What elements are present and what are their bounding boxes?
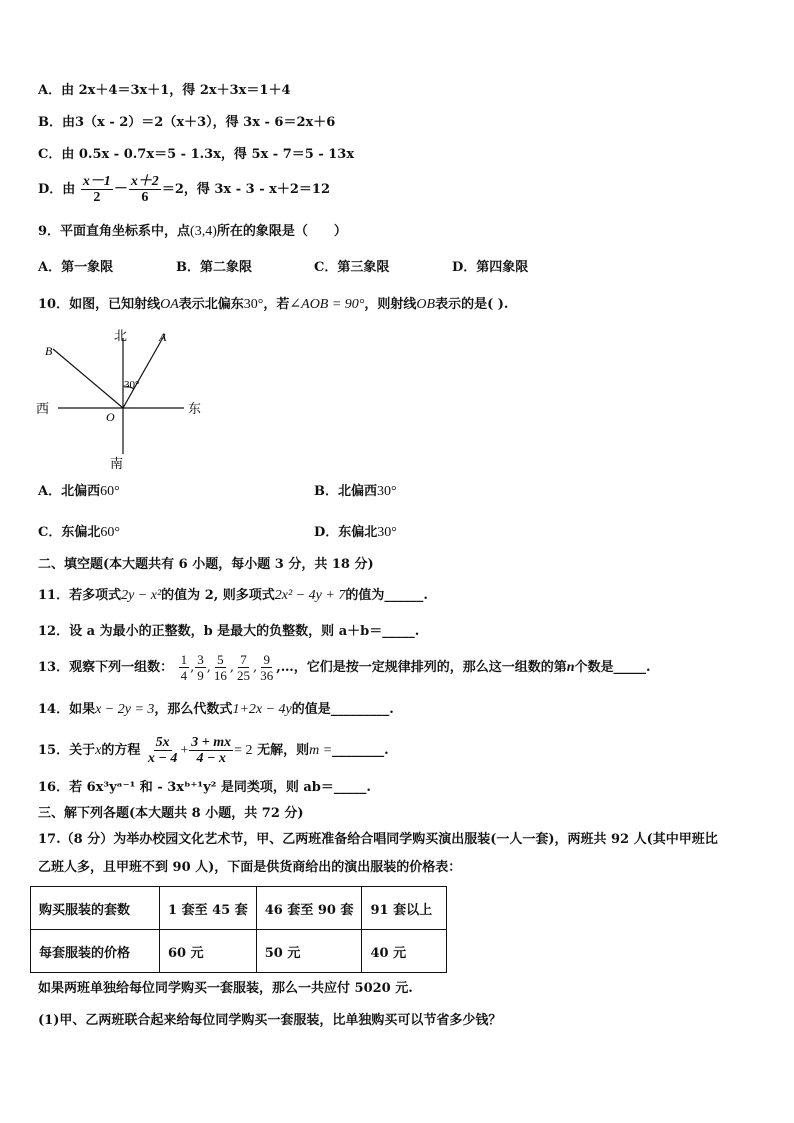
q10-option-d: D．东偏北30° <box>314 525 397 540</box>
fraction: $\frac{x+2}{6}$ <box>130 174 159 205</box>
table-row <box>31 930 447 973</box>
table-cell: 1 套至 45 套 <box>160 887 257 930</box>
q9-option-a: A．第一象限 <box>38 260 114 275</box>
fraction: $\frac{1}{4}$ <box>180 652 188 683</box>
q13: 13．观察下列一组数： $\frac{1}{4}$ , $\frac{3}{9}$ , $\frac{5}{16}$ , $\frac{7}{25}$ , $\frac{9}{36}$ ,…，它们是按一定规律排列的，那么这一组数的第n个数是_____. <box>38 652 651 683</box>
label-west: 西 <box>36 402 50 417</box>
q9-stem: 9．平面直角坐标系中，点(3,4)所在的象限是（ ） <box>38 224 347 239</box>
q8-option-a: A．由 2x＋4＝3x＋1，得 2x＋3x＝1＋4 <box>38 83 291 98</box>
q14: 14．如果x − 2y = 3，那么代数式1+2x − 4y的值是_________. <box>38 702 394 717</box>
fraction: $\frac{7}{25}$ <box>237 652 251 683</box>
q8-option-d: D．由 $\frac{x-1}{2}$ － $\frac{x+2}{6}$ ＝2，得 3x - 3 - x＋2＝12 <box>38 174 331 205</box>
label-south: 南 <box>110 457 124 472</box>
fraction: $\frac{9}{36}$ <box>260 652 274 683</box>
q9-option-b: B．第二象限 <box>176 260 252 275</box>
label-a: A <box>159 330 167 344</box>
q8-option-b: B．由3（x - 2）＝2（x＋3），得 3x - 6＝2x＋6 <box>38 115 336 130</box>
q13-fraction-list: $\frac{1}{4}$ , $\frac{3}{9}$ , $\frac{5}{16}$ , $\frac{7}{25}$ , $\frac{9}{36}$ <box>180 652 274 683</box>
fraction: $\frac{5x}{x - 4}$ <box>147 735 178 766</box>
section-3-heading: 三、解下列各题(本大题共 8 小题，共 72 分) <box>38 806 304 821</box>
table-cell: 46 套至 90 套 <box>256 887 362 930</box>
table-cell: 91 套以上 <box>362 887 447 930</box>
label-o: O <box>106 410 115 424</box>
q17-question-1: (1)甲、乙两班联合起来给每位同学购买一套服装，比单独购买可以节省多少钱？ <box>38 1013 502 1028</box>
table-cell: 每套服装的价格 <box>31 930 160 973</box>
q10-option-b: B．北偏西30° <box>314 484 397 499</box>
table-cell: 60 元 <box>160 930 257 973</box>
q15: 15．关于x的方程 $\frac{5x}{x - 4}$ + $\frac{3 + mx}{4 - x}$ = 2 无解，则m =________. <box>38 735 389 766</box>
q17-line-1: 17.（8 分）为举办校园文化艺术节，甲、乙两班准备给合唱同学购买演出服装(一人一套)，两班共 92 人(其中甲班比 <box>38 832 718 847</box>
table-row <box>31 887 447 930</box>
q9-option-c: C．第三象限 <box>314 260 390 275</box>
q12: 12．设 a 为最小的正整数，b 是最大的负整数，则 a＋b＝_____. <box>38 624 420 639</box>
fraction: $\frac{x-1}{2}$ <box>82 174 111 205</box>
q10-option-a: A．北偏西60° <box>38 484 120 499</box>
price-table <box>30 886 447 973</box>
q16: 16．若 6x³yᵃ⁻¹ 和 - 3xᵇ⁺¹y² 是同类项，则 ab＝_____. <box>38 780 371 795</box>
fraction: $\frac{3 + mx}{4 - x}$ <box>191 735 232 766</box>
q17-line-2: 乙班人多，且甲班不到 90 人)，下面是供货商给出的演出服装的价格表： <box>38 860 462 875</box>
q10-stem: 10．如图，已知射线OA表示北偏东30°，若∠AOB = 90°，则射线OB表示的是( ). <box>38 297 509 312</box>
label-angle: 30° <box>124 379 140 391</box>
label-east: 东 <box>188 402 202 417</box>
table-cell: 50 元 <box>256 930 362 973</box>
q17-line-3: 如果两班单独给每位同学购买一套服装，那么一共应付 5020 元. <box>38 981 413 996</box>
q11: 11．若多项式2y − x²的值为 2, 则多项式2x² − 4y + 7的值为______. <box>38 588 428 603</box>
label-north: 北 <box>114 329 128 344</box>
q9-option-d: D．第四象限 <box>452 260 529 275</box>
table-cell: 购买服装的套数 <box>31 887 160 930</box>
fraction: $\frac{3}{9}$ <box>197 652 204 683</box>
label-b: B <box>45 344 53 358</box>
q10-option-c: C．东偏北60° <box>38 525 120 540</box>
fraction: $\frac{5}{16}$ <box>213 652 227 683</box>
table-cell: 40 元 <box>362 930 447 973</box>
compass-diagram <box>34 324 214 474</box>
q8-option-c: C．由 0.5x - 0.7x＝5 - 1.3x，得 5x - 7＝5 - 13x <box>38 147 355 162</box>
section-2-heading: 二、填空题(本大题共有 6 小题，每小题 3 分，共 18 分) <box>38 557 374 572</box>
